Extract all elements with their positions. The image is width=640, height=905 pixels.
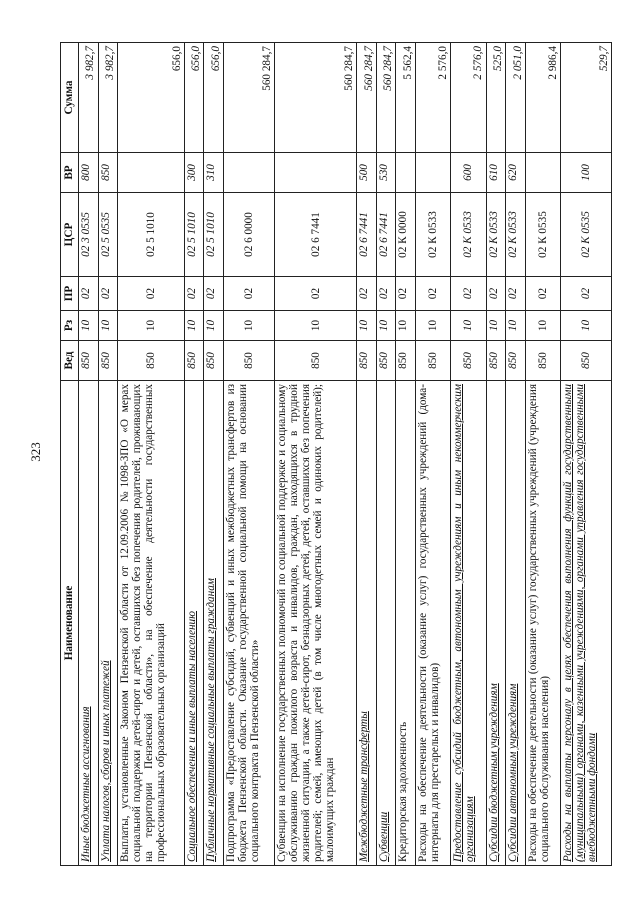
column-header-csr: ЦСР <box>61 193 79 277</box>
row-name: Расходы на обеспечение деятельности (оказание услуг) государственных учреждений (дома-интернаты для престарелых и инвалидов) <box>415 381 450 866</box>
row-name: Межбюджетные трансферты <box>357 381 377 866</box>
row-csr: 02 К 0533 <box>506 193 526 277</box>
row-csr: 02 К 0535 <box>560 193 611 277</box>
column-header-pr: ПР <box>61 277 79 311</box>
row-csr: 02 6 7441 <box>376 193 396 277</box>
row-pr: 02 <box>184 277 204 311</box>
row-pr: 02 <box>376 277 396 311</box>
row-sum: 3 982,7 <box>98 43 118 153</box>
row-ved: 850 <box>506 341 526 381</box>
row-sum: 560 284,7 <box>357 43 377 153</box>
table-row <box>560 43 611 866</box>
row-vr <box>118 153 185 193</box>
row-ved: 850 <box>415 341 450 381</box>
row-pr: 02 <box>274 277 356 311</box>
row-pr: 02 <box>415 277 450 311</box>
table-row <box>451 43 486 866</box>
row-rz: 10 <box>204 311 224 341</box>
row-name: Социальное обеспечение и иные выплаты населению <box>184 381 204 866</box>
row-rz: 10 <box>451 311 486 341</box>
table-row <box>118 43 185 866</box>
row-vr <box>274 153 356 193</box>
row-rz: 10 <box>118 311 185 341</box>
row-sum: 2 576,0 <box>451 43 486 153</box>
row-vr <box>396 153 416 193</box>
row-pr: 02 <box>486 277 506 311</box>
row-sum: 2 576,0 <box>415 43 450 153</box>
page-number: 323 <box>28 442 43 462</box>
row-pr: 02 <box>79 277 99 311</box>
row-vr <box>223 153 274 193</box>
row-pr: 02 <box>357 277 377 311</box>
row-csr: 02 К 0533 <box>415 193 450 277</box>
row-pr: 02 <box>118 277 185 311</box>
row-sum: 2 051,0 <box>506 43 526 153</box>
row-name: Субвенции на исполнение государственных полномочий по социальной поддержке и социальному обслуживанию граждан пожилого возраста и инвалидов, граждан, находящихся в трудной жизненной ситуации, а также детей-сирот, безнадзорных детей, детей, оставшихся без попечения родителей; семей, имеющих детей (в том числе многодетных семей и одиноких родителей); малоимущих граждан <box>274 381 356 866</box>
row-rz: 10 <box>486 311 506 341</box>
row-rz: 10 <box>79 311 99 341</box>
column-header-name: Наименование <box>61 381 79 866</box>
row-rz: 10 <box>396 311 416 341</box>
row-csr: 02 К 0000 <box>396 193 416 277</box>
row-name: Подпрограмма «Предоставление субсидий, субвенций и иных межбюджетных трансфертов из бюджета Пензенской области. Оказание государственной социальной помощи на основании социального контракта в Пензенской области» <box>223 381 274 866</box>
row-sum: 3 982,7 <box>79 43 99 153</box>
row-vr: 850 <box>98 153 118 193</box>
row-ved: 850 <box>357 341 377 381</box>
row-vr: 530 <box>376 153 396 193</box>
table-row <box>415 43 450 866</box>
row-vr <box>525 153 560 193</box>
row-pr: 02 <box>396 277 416 311</box>
table-row <box>376 43 396 866</box>
row-vr: 610 <box>486 153 506 193</box>
row-csr: 02 6 0000 <box>223 193 274 277</box>
row-sum: 656,0 <box>204 43 224 153</box>
row-rz: 10 <box>98 311 118 341</box>
table-row <box>274 43 356 866</box>
row-vr: 500 <box>357 153 377 193</box>
row-csr: 02 6 7441 <box>274 193 356 277</box>
row-ved: 850 <box>274 341 356 381</box>
row-name: Выплаты, установленные Законом Пензенской области от 12.09.2006 №1098-ЗПО «О мерах социальной поддержки детей-сирот и детей, оставшихся без попечения родителей, проживающих на территории Пензенской области», на обеспечение деятельности государственных профессиональных образовательных организаций <box>118 381 185 866</box>
row-sum: 5 562,4 <box>396 43 416 153</box>
row-sum: 560 284,7 <box>274 43 356 153</box>
row-sum: 656,0 <box>118 43 185 153</box>
table-row <box>79 43 99 866</box>
row-rz: 10 <box>184 311 204 341</box>
table-row <box>357 43 377 866</box>
row-name: Субсидии бюджетным учреждениям <box>486 381 506 866</box>
row-ved: 850 <box>118 341 185 381</box>
row-csr: 02 5 1010 <box>118 193 185 277</box>
row-sum: 529,7 <box>560 43 611 153</box>
column-header-vr: ВР <box>61 153 79 193</box>
table-row <box>204 43 224 866</box>
row-vr: 300 <box>184 153 204 193</box>
row-vr <box>415 153 450 193</box>
row-csr: 02 5 1010 <box>184 193 204 277</box>
row-rz: 10 <box>274 311 356 341</box>
table-row <box>506 43 526 866</box>
row-name: Субсидии автономным учреждениям <box>506 381 526 866</box>
table-row <box>98 43 118 866</box>
row-name: Расходы на обеспечение деятельности (оказание услуг) государственных учреждений (учреждения социального обслуживания населения) <box>525 381 560 866</box>
table-row <box>525 43 560 866</box>
row-rz: 10 <box>560 311 611 341</box>
row-vr: 310 <box>204 153 224 193</box>
table-row <box>184 43 204 866</box>
column-header-ved: Вед <box>61 341 79 381</box>
row-ved: 850 <box>396 341 416 381</box>
row-csr: 02 5 1010 <box>204 193 224 277</box>
budget-table <box>60 42 612 866</box>
row-vr: 100 <box>560 153 611 193</box>
table-row <box>486 43 506 866</box>
row-csr: 02 К 0533 <box>451 193 486 277</box>
row-csr: 02 3 0535 <box>79 193 99 277</box>
row-name: Публичные нормативные социальные выплаты гражданам <box>204 381 224 866</box>
row-pr: 02 <box>223 277 274 311</box>
row-name: Уплата налогов, сборов и иных платежей <box>98 381 118 866</box>
row-ved: 850 <box>79 341 99 381</box>
row-sum: 560 284,7 <box>223 43 274 153</box>
row-pr: 02 <box>204 277 224 311</box>
row-ved: 850 <box>525 341 560 381</box>
table-header-row <box>61 43 79 866</box>
row-name: Расходы на выплаты персоналу в целях обеспечения выполнения функций государственными (муниципальными) органами, казенными учреждениями, органами управления государственными внебюджетными фондами <box>560 381 611 866</box>
row-ved: 850 <box>451 341 486 381</box>
row-sum: 525,0 <box>486 43 506 153</box>
row-pr: 02 <box>506 277 526 311</box>
rotated-page-content <box>60 43 612 866</box>
row-csr: 02 6 7441 <box>357 193 377 277</box>
row-sum: 656,0 <box>184 43 204 153</box>
row-name: Кредиторская задолженность <box>396 381 416 866</box>
row-csr: 02 К 0535 <box>525 193 560 277</box>
row-ved: 850 <box>184 341 204 381</box>
table-row <box>396 43 416 866</box>
row-vr: 620 <box>506 153 526 193</box>
row-ved: 850 <box>98 341 118 381</box>
row-rz: 10 <box>376 311 396 341</box>
row-name: Иные бюджетные ассигнования <box>79 381 99 866</box>
row-rz: 10 <box>357 311 377 341</box>
row-name: Субвенции <box>376 381 396 866</box>
row-sum: 2 986,4 <box>525 43 560 153</box>
row-csr: 02 5 0535 <box>98 193 118 277</box>
row-ved: 850 <box>376 341 396 381</box>
row-rz: 10 <box>223 311 274 341</box>
row-rz: 10 <box>506 311 526 341</box>
row-ved: 850 <box>204 341 224 381</box>
row-sum: 560 284,7 <box>376 43 396 153</box>
column-header-sum: Сумма <box>61 43 79 153</box>
row-vr: 800 <box>79 153 99 193</box>
row-name: Предоставление субсидий бюджетным, автономным учреждениям и иным некоммерческим организациям <box>451 381 486 866</box>
column-header-rz: Рз <box>61 311 79 341</box>
row-pr: 02 <box>98 277 118 311</box>
row-pr: 02 <box>560 277 611 311</box>
row-rz: 10 <box>415 311 450 341</box>
row-ved: 850 <box>560 341 611 381</box>
row-csr: 02 К 0533 <box>486 193 506 277</box>
table-row <box>223 43 274 866</box>
row-pr: 02 <box>525 277 560 311</box>
row-vr: 600 <box>451 153 486 193</box>
row-rz: 10 <box>525 311 560 341</box>
row-ved: 850 <box>486 341 506 381</box>
row-ved: 850 <box>223 341 274 381</box>
row-pr: 02 <box>451 277 486 311</box>
